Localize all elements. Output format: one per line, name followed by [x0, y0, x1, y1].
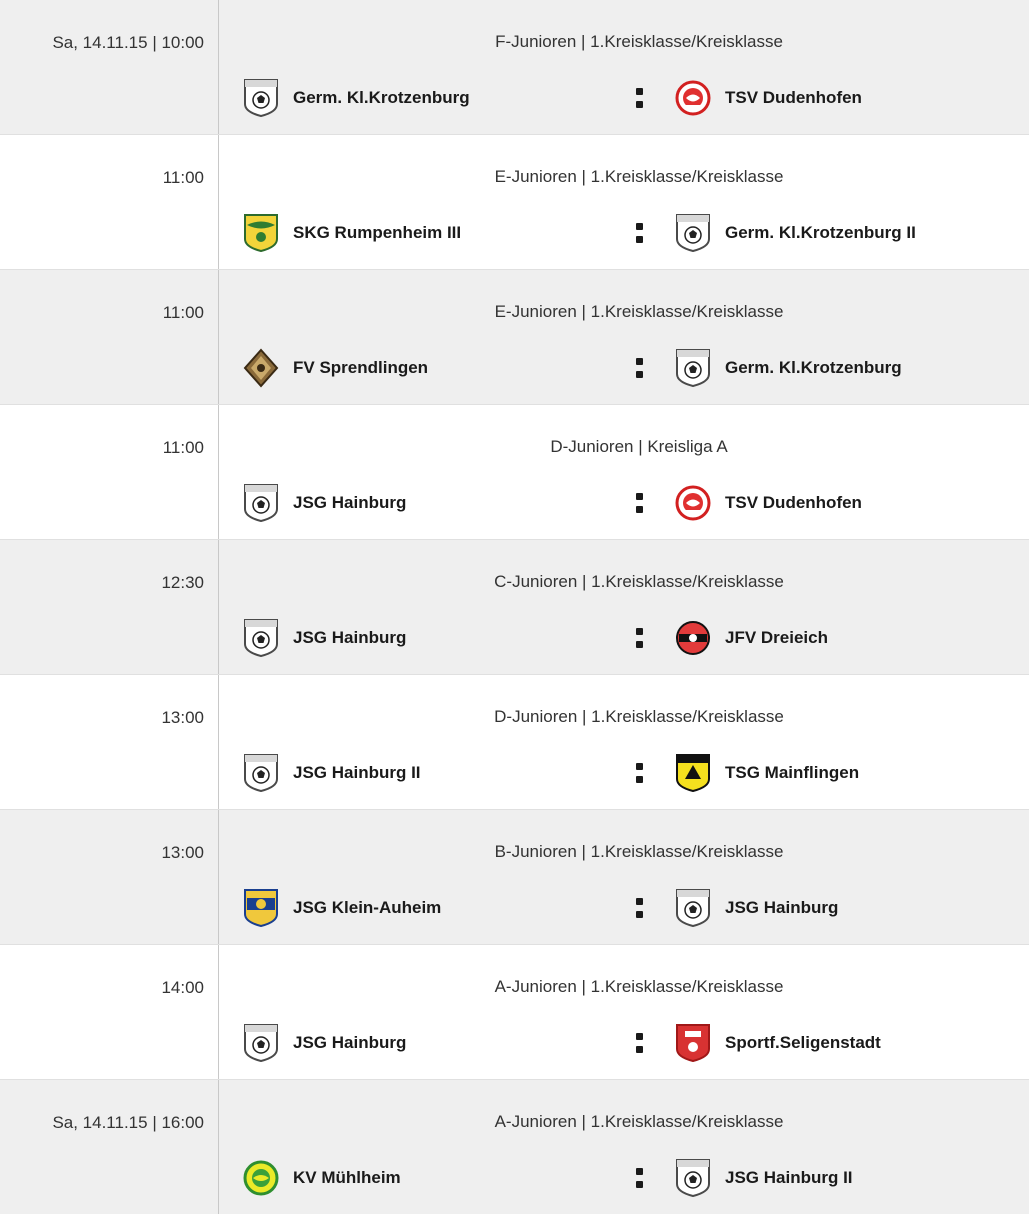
fixture-details-cell [219, 675, 1029, 809]
fixture-time-cell [0, 270, 219, 404]
away-team-name[interactable]: TSV Dudenhofen [725, 88, 862, 107]
competition-label[interactable]: E-Junioren | 1.Kreisklasse/Kreisklasse [494, 302, 784, 321]
home-team[interactable] [237, 348, 617, 388]
teams-row [219, 888, 1029, 928]
home-team[interactable] [237, 213, 617, 253]
competition-label[interactable]: D-Junioren | 1.Kreisklasse/Kreisklasse [494, 707, 784, 726]
teams-row [219, 348, 1029, 388]
away-team[interactable] [661, 78, 1029, 118]
fixture-time: Sa, 14.11.15 | 16:00 [52, 1113, 204, 1132]
fixture-row[interactable] [0, 405, 1029, 540]
fixture-details-cell [219, 1080, 1029, 1214]
fixture-details-cell [219, 810, 1029, 944]
home-team-name[interactable]: JSG Klein-Auheim [293, 898, 442, 917]
home-team[interactable] [237, 753, 617, 793]
fixture-time: 13:00 [161, 843, 204, 862]
away-team[interactable] [661, 1158, 1029, 1198]
fixture-details-cell [219, 945, 1029, 1079]
teams-row [219, 213, 1029, 253]
home-team-crest-icon [243, 618, 279, 658]
colon-dots-icon [617, 358, 661, 378]
competition-label[interactable]: E-Junioren | 1.Kreisklasse/Kreisklasse [494, 167, 784, 186]
fixture-time: 11:00 [162, 438, 204, 457]
competition-label[interactable]: C-Junioren | 1.Kreisklasse/Kreisklasse [494, 572, 784, 591]
away-team-name[interactable]: Germ. Kl.Krotzenburg [725, 358, 902, 377]
fixture-details-cell [219, 270, 1029, 404]
home-team[interactable] [237, 618, 617, 658]
away-team[interactable] [661, 753, 1029, 793]
home-team-crest-icon [243, 213, 279, 253]
fixture-details-cell [219, 540, 1029, 674]
fixture-time-cell [0, 810, 219, 944]
fixture-time: 11:00 [162, 168, 204, 187]
competition-label[interactable]: B-Junioren | 1.Kreisklasse/Kreisklasse [494, 842, 784, 861]
fixture-row[interactable] [0, 945, 1029, 1080]
fixture-time-cell [0, 945, 219, 1079]
home-team-crest-icon [243, 888, 279, 928]
colon-dots-icon [617, 493, 661, 513]
fixture-details-cell [219, 0, 1029, 134]
fixture-row[interactable] [0, 540, 1029, 675]
fixture-time: 13:00 [161, 708, 204, 727]
away-team-crest-icon [675, 753, 711, 793]
teams-row [219, 483, 1029, 523]
teams-row [219, 1023, 1029, 1063]
fixture-time: 12:30 [161, 573, 204, 592]
teams-row [219, 78, 1029, 118]
competition-label[interactable]: A-Junioren | 1.Kreisklasse/Kreisklasse [494, 977, 784, 996]
away-team-name[interactable]: Sportf.Seligenstadt [725, 1033, 881, 1052]
fixture-row[interactable] [0, 1080, 1029, 1214]
home-team[interactable] [237, 1158, 617, 1198]
away-team-crest-icon [675, 483, 711, 523]
home-team[interactable] [237, 888, 617, 928]
teams-row [219, 1158, 1029, 1198]
away-team-name[interactable]: JSG Hainburg [725, 898, 839, 917]
colon-dots-icon [617, 763, 661, 783]
home-team-crest-icon [243, 753, 279, 793]
teams-row [219, 618, 1029, 658]
colon-dots-icon [617, 1168, 661, 1188]
fixture-time-cell [0, 0, 219, 134]
fixture-row[interactable] [0, 675, 1029, 810]
away-team[interactable] [661, 888, 1029, 928]
away-team-crest-icon [675, 78, 711, 118]
fixture-time-cell [0, 675, 219, 809]
fixture-details-cell [219, 135, 1029, 269]
home-team[interactable] [237, 78, 617, 118]
fixture-time-cell [0, 405, 219, 539]
home-team-name[interactable]: FV Sprendlingen [293, 358, 429, 377]
away-team[interactable] [661, 483, 1029, 523]
competition-label[interactable]: F-Junioren | 1.Kreisklasse/Kreisklasse [495, 32, 783, 51]
home-team-crest-icon [243, 78, 279, 118]
away-team[interactable] [661, 348, 1029, 388]
home-team-name[interactable]: JSG Hainburg [293, 1033, 407, 1052]
colon-dots-icon [617, 223, 661, 243]
away-team-name[interactable]: Germ. Kl.Krotzenburg II [725, 223, 916, 242]
competition-label[interactable]: A-Junioren | 1.Kreisklasse/Kreisklasse [494, 1112, 784, 1131]
competition-label[interactable]: D-Junioren | Kreisliga A [550, 437, 728, 456]
fixture-details-cell [219, 405, 1029, 539]
away-team[interactable] [661, 213, 1029, 253]
fixture-time-cell [0, 135, 219, 269]
home-team-name[interactable]: KV Mühlheim [293, 1168, 401, 1187]
away-team[interactable] [661, 618, 1029, 658]
away-team-crest-icon [675, 618, 711, 658]
away-team-name[interactable]: JSG Hainburg II [725, 1168, 853, 1187]
away-team-crest-icon [675, 348, 711, 388]
away-team-name[interactable]: TSV Dudenhofen [725, 493, 862, 512]
home-team-crest-icon [243, 1158, 279, 1198]
away-team-name[interactable]: TSG Mainflingen [725, 763, 860, 782]
teams-row [219, 753, 1029, 793]
away-team-crest-icon [675, 1023, 711, 1063]
home-team-crest-icon [243, 348, 279, 388]
colon-dots-icon [617, 898, 661, 918]
home-team-name[interactable]: JSG Hainburg II [293, 763, 421, 782]
home-team[interactable] [237, 483, 617, 523]
home-team[interactable] [237, 1023, 617, 1063]
fixture-time-cell [0, 1080, 219, 1214]
away-team-crest-icon [675, 1158, 711, 1198]
fixture-row[interactable] [0, 135, 1029, 270]
home-team-crest-icon [243, 483, 279, 523]
fixture-row[interactable] [0, 810, 1029, 945]
fixture-time-cell [0, 540, 219, 674]
fixture-row[interactable] [0, 270, 1029, 405]
home-team-name[interactable]: SKG Rumpenheim III [293, 223, 462, 242]
fixture-row[interactable] [0, 0, 1029, 135]
colon-dots-icon [617, 1033, 661, 1053]
home-team-crest-icon [243, 1023, 279, 1063]
away-team-crest-icon [675, 888, 711, 928]
fixture-time: 11:00 [162, 303, 204, 322]
home-team-name[interactable]: JSG Hainburg [293, 493, 407, 512]
home-team-name[interactable]: Germ. Kl.Krotzenburg [293, 88, 470, 107]
colon-dots-icon [617, 628, 661, 648]
colon-dots-icon [617, 88, 661, 108]
away-team[interactable] [661, 1023, 1029, 1063]
fixture-time: Sa, 14.11.15 | 10:00 [52, 33, 204, 52]
fixture-time: 14:00 [161, 978, 204, 997]
away-team-crest-icon [675, 213, 711, 253]
away-team-name[interactable]: JFV Dreieich [725, 628, 828, 647]
home-team-name[interactable]: JSG Hainburg [293, 628, 407, 647]
